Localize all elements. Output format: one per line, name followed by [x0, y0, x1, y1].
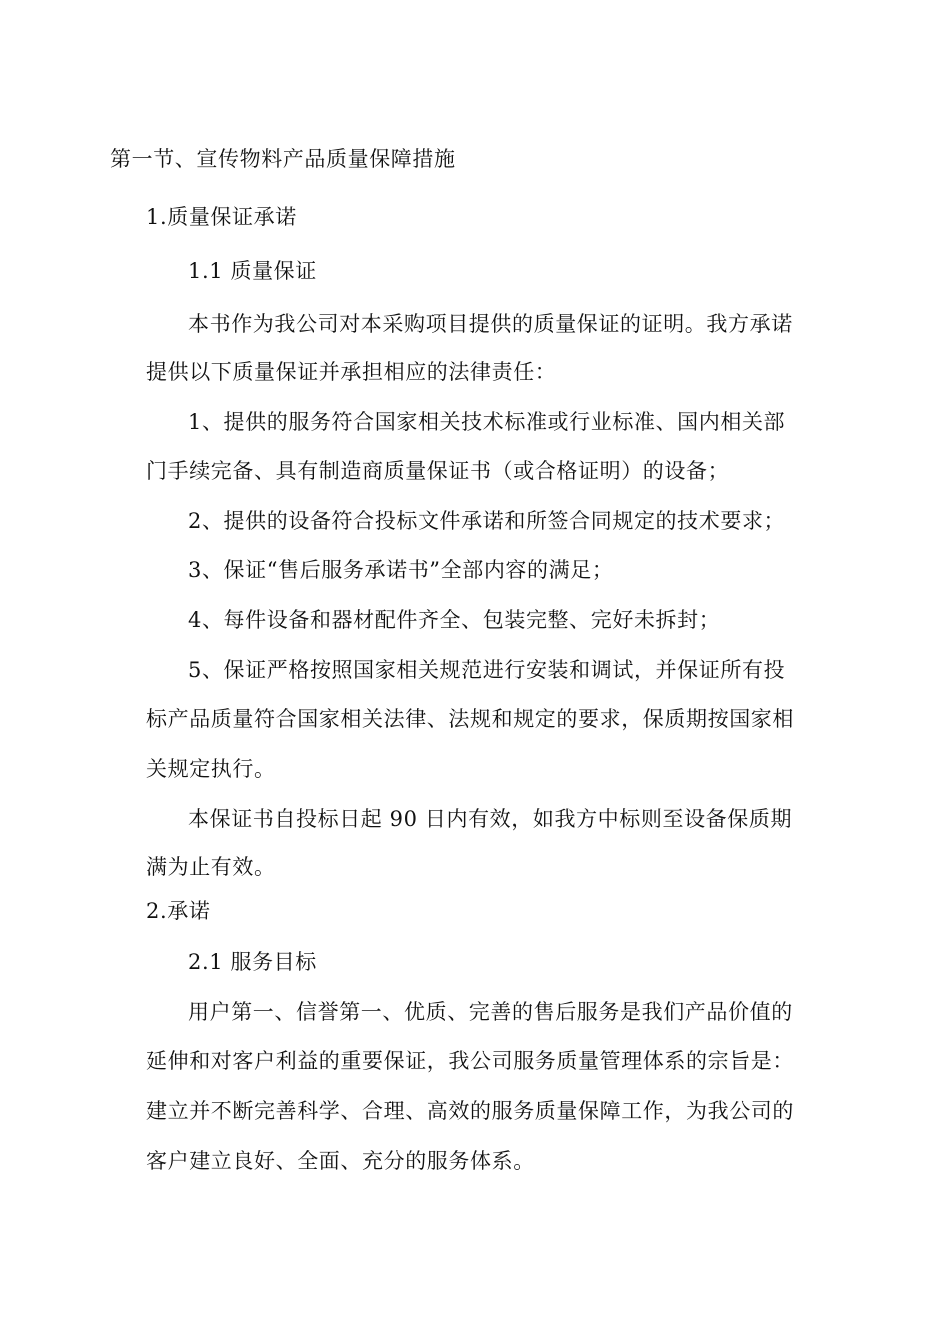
validity-line-1: 本保证书自投标日起 90 日内有效，如我方中标则至设备保质期 — [188, 807, 793, 831]
item-1-line-1: 1、提供的服务符合国家相关技术标准或行业标准、国内相关部 — [188, 410, 786, 434]
validity-line-2: 满为止有效。 — [146, 855, 276, 879]
item-5-line-1: 5、保证严格按照国家相关规范进行安装和调试，并保证所有投 — [188, 658, 786, 682]
para-intro-line-1: 本书作为我公司对本采购项目提供的质量保证的证明。我方承诺 — [188, 312, 793, 336]
section-title: 第一节、宣传物料产品质量保障措施 — [110, 147, 456, 171]
service-line-4: 客户建立良好、全面、充分的服务体系。 — [146, 1149, 535, 1173]
item-5-line-3: 关规定执行。 — [146, 757, 276, 781]
item-5-line-2: 标产品质量符合国家相关法律、法规和规定的要求，保质期按国家相 — [146, 707, 794, 731]
service-line-2: 延伸和对客户利益的重要保证，我公司服务质量管理体系的宗旨是： — [146, 1049, 794, 1073]
heading-service-goal: 2.1 服务目标 — [188, 950, 317, 974]
item-2: 2、提供的设备符合投标文件承诺和所签合同规定的技术要求； — [188, 509, 786, 533]
heading-quality-commitment: 1.质量保证承诺 — [146, 205, 297, 229]
item-1-line-2: 门手续完备、具有制造商质量保证书（或合格证明）的设备； — [146, 459, 730, 483]
service-line-1: 用户第一、信誉第一、优质、完善的售后服务是我们产品价值的 — [188, 1000, 793, 1024]
heading-quality-assurance: 1.1 质量保证 — [188, 259, 317, 283]
item-3: 3、保证“售后服务承诺书”全部内容的满足； — [188, 558, 614, 582]
para-intro-line-2: 提供以下质量保证并承担相应的法律责任： — [146, 360, 557, 384]
service-line-3: 建立并不断完善科学、合理、高效的服务质量保障工作，为我公司的 — [146, 1099, 794, 1123]
item-4: 4、每件设备和器材配件齐全、包装完整、完好未拆封； — [188, 608, 721, 632]
heading-commitment: 2.承诺 — [146, 899, 211, 923]
